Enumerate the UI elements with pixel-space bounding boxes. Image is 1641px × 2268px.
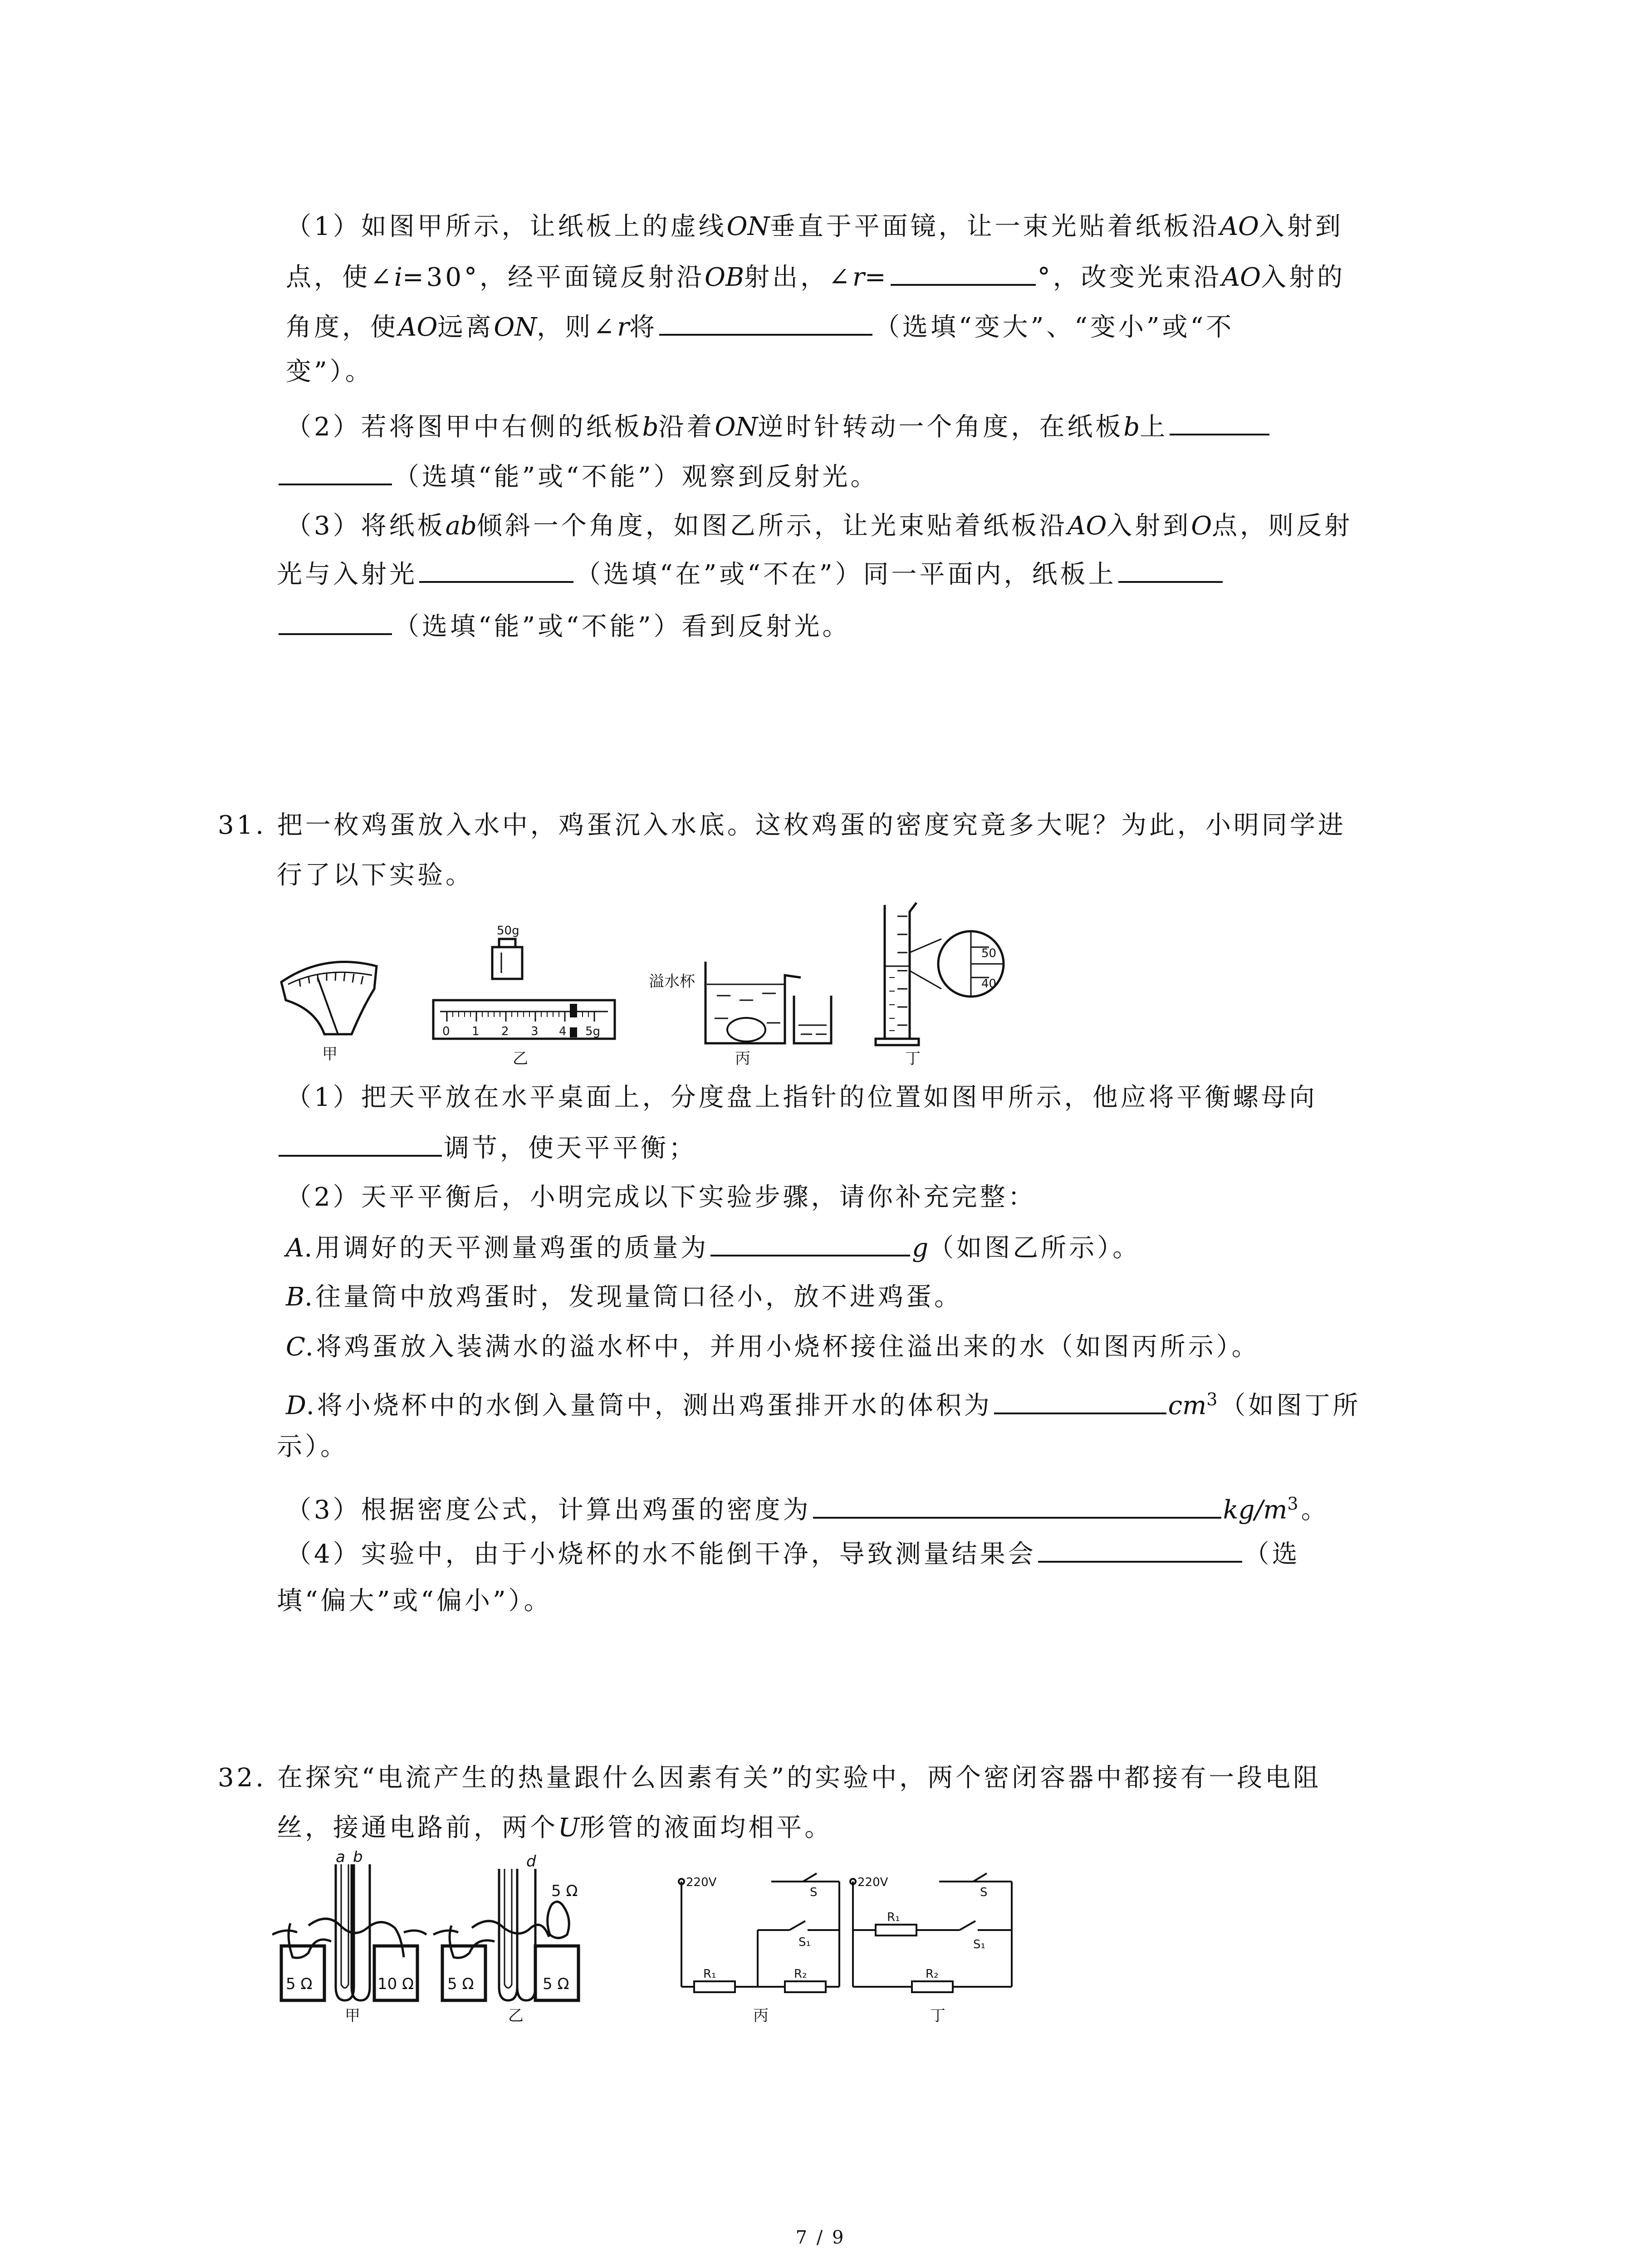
- q31-step-d-line-2: 示）。: [277, 1432, 348, 1461]
- ding-r1-label: R₁: [887, 1911, 900, 1924]
- cylinder-mark-40: 40: [981, 977, 997, 991]
- q30-line-3: 角度，使AO远离ON，则∠r将 （选填“变大”、“变小”或“不: [286, 308, 1234, 346]
- ding-switch-s: S: [980, 1886, 988, 1899]
- answer-blank-angle-change[interactable]: [659, 308, 872, 336]
- cylinder-mark-50: 50: [981, 947, 997, 960]
- q32-intro-line-1: 32. 在探究“电流产生的热量跟什么因素有关”的实验中，两个密闭容器中都接有一段电阻: [218, 1763, 1322, 1793]
- q32-intro-line-2: 丝，接通电路前，两个U形管的液面均相平。: [277, 1813, 833, 1843]
- overflow-cup-drawing: [705, 962, 831, 1043]
- ding-switch-s1: S₁: [973, 1938, 985, 1951]
- bing-voltage-label: 220V: [686, 1876, 717, 1889]
- weight-label: 50g: [497, 924, 519, 938]
- ding-voltage-label: 220V: [857, 1876, 888, 1889]
- caption-bing-1: 丙: [735, 1050, 750, 1068]
- caption-jia-2: 甲: [345, 2007, 360, 2025]
- answer-blank-observe-1a[interactable]: [1170, 408, 1269, 435]
- q31-step1-line-2: 调节，使天平平衡；: [277, 1129, 697, 1167]
- ding-r2-label: R₂: [926, 1967, 939, 1981]
- scale-tick-1: 1: [472, 1025, 480, 1038]
- q30-line-2: 点，使∠i=30°，经平面镜反射沿OB射出，∠r= °，改变光束沿AO入射的: [286, 259, 1345, 296]
- tube-label-d: d: [526, 1853, 536, 1871]
- q30-line-1: （1）如图甲所示，让纸板上的虚线ON垂直于平面镜，让一束光贴着纸板沿AO入射到: [286, 212, 1343, 241]
- q31-step-a: A.用调好的天平测量鸡蛋的质量为 g（如图乙所示）。: [286, 1229, 1141, 1266]
- bing-switch-s1: S₁: [798, 1936, 811, 1949]
- q30-line-4: 变”）。: [286, 357, 373, 386]
- bing-r2-label: R₂: [794, 1967, 807, 1981]
- q31-step4-line-1: （4）实验中，由于小烧杯的水不能倒干净，导致测量结果会 （选: [286, 1535, 1300, 1573]
- yi-right-resistance-label: 5 Ω: [543, 1975, 569, 1993]
- scale-tick-2: 2: [501, 1025, 509, 1038]
- q31-step-b: B.往量筒中放鸡蛋时，发现量筒口径小，放不进鸡蛋。: [286, 1282, 962, 1312]
- answer-blank-egg-mass[interactable]: [710, 1229, 910, 1256]
- tube-label-a: a: [336, 1851, 345, 1866]
- yi-parallel-resistance-label: 5 Ω: [551, 1882, 578, 1900]
- caption-ding-2: 丁: [930, 2007, 945, 2025]
- q31-step3-line: （3）根据密度公式，计算出鸡蛋的密度为 $kg/m^3$。: [286, 1486, 1329, 1529]
- q31-step2-line: （2）天平平衡后，小明完成以下实验步骤，请你补充完整：: [286, 1183, 1036, 1212]
- weight-and-scale-drawing: [433, 939, 615, 1039]
- tube-label-b: b: [353, 1851, 363, 1866]
- scale-tick-4: 4: [559, 1025, 567, 1038]
- q31-step1-line-1: （1）把天平放在水平桌面上，分度盘上指针的位置如图甲所示，他应将平衡螺母向: [286, 1083, 1318, 1112]
- answer-blank-measurement-bias[interactable]: [1038, 1535, 1242, 1563]
- scale-tick-3: 3: [531, 1025, 539, 1038]
- scale-tick-0: 0: [442, 1025, 450, 1038]
- graduated-cylinder-drawing: [876, 903, 1004, 1045]
- page-number: 7 / 9: [795, 2227, 846, 2248]
- q31-step-c: C.将鸡蛋放入装满水的溢水杯中，并用小烧杯接住溢出来的水（如图丙所示）。: [286, 1332, 1260, 1362]
- rider-marker-top: [570, 1004, 577, 1017]
- answer-blank-observe-2b[interactable]: [279, 608, 392, 635]
- q30-part3-line-2: 光与入射光 （选填“在”或“不在”）同一平面内，纸板上: [277, 556, 1225, 593]
- jia-left-resistance-label: 5 Ω: [286, 1975, 313, 1993]
- q30-part3-line-1: （3）将纸板ab倾斜一个角度，如图乙所示，让光束贴着纸板沿AO入射到O点，则反射: [286, 511, 1353, 541]
- bing-r1-label: R₁: [703, 1967, 716, 1981]
- yi-left-resistance-label: 5 Ω: [447, 1975, 474, 1993]
- caption-bing-2: 丙: [753, 2007, 769, 2025]
- answer-blank-observe-2a[interactable]: [1118, 556, 1223, 583]
- answer-blank-same-plane[interactable]: [419, 556, 573, 583]
- q32-figure: [272, 1851, 1066, 2032]
- q31-intro-line-1: 31. 把一枚鸡蛋放入水中，鸡蛋沉入水底。这枚鸡蛋的密度究竟多大呢？为此，小明同学进: [218, 811, 1346, 840]
- q31-step-d-line-1: D.将小烧杯中的水倒入量筒中，测出鸡蛋排开水的体积为 $cm^3$（如图丁所: [286, 1381, 1361, 1424]
- caption-yi-1: 乙: [513, 1050, 528, 1068]
- caption-yi-2: 乙: [508, 2007, 524, 2025]
- answer-blank-displaced-volume[interactable]: [994, 1387, 1166, 1414]
- q31-intro-line-2: 行了以下实验。: [277, 860, 474, 890]
- answer-blank-screw-direction[interactable]: [279, 1129, 442, 1157]
- answer-blank-angle-r[interactable]: [891, 259, 1036, 286]
- caption-jia-1: 甲: [322, 1045, 338, 1063]
- answer-blank-egg-density[interactable]: [813, 1491, 1221, 1519]
- q31-figure: [272, 898, 1043, 1093]
- answer-blank-observe-1b[interactable]: [279, 458, 392, 485]
- q30-part3-line-3: （选填“能”或“不能”）看到反射光。: [277, 608, 851, 645]
- jia-right-resistance-label: 10 Ω: [377, 1975, 414, 1993]
- overflow-cup-label: 溢水杯: [649, 973, 695, 991]
- caption-ding-1: 丁: [905, 1050, 921, 1068]
- rider-marker-bottom: [570, 1027, 577, 1037]
- q30-part2-line-2: （选填“能”或“不能”）观察到反射光。: [277, 458, 879, 495]
- q30-part2-line-1: （2）若将图甲中右侧的纸板b沿着ON逆时针转动一个角度，在纸板b上: [286, 408, 1271, 445]
- balance-dial-drawing: [281, 962, 377, 1034]
- q31-step4-line-2: 填“偏大”或“偏小”）。: [277, 1586, 552, 1616]
- scale-tick-5: 5g: [585, 1025, 601, 1038]
- bing-switch-s: S: [810, 1886, 818, 1899]
